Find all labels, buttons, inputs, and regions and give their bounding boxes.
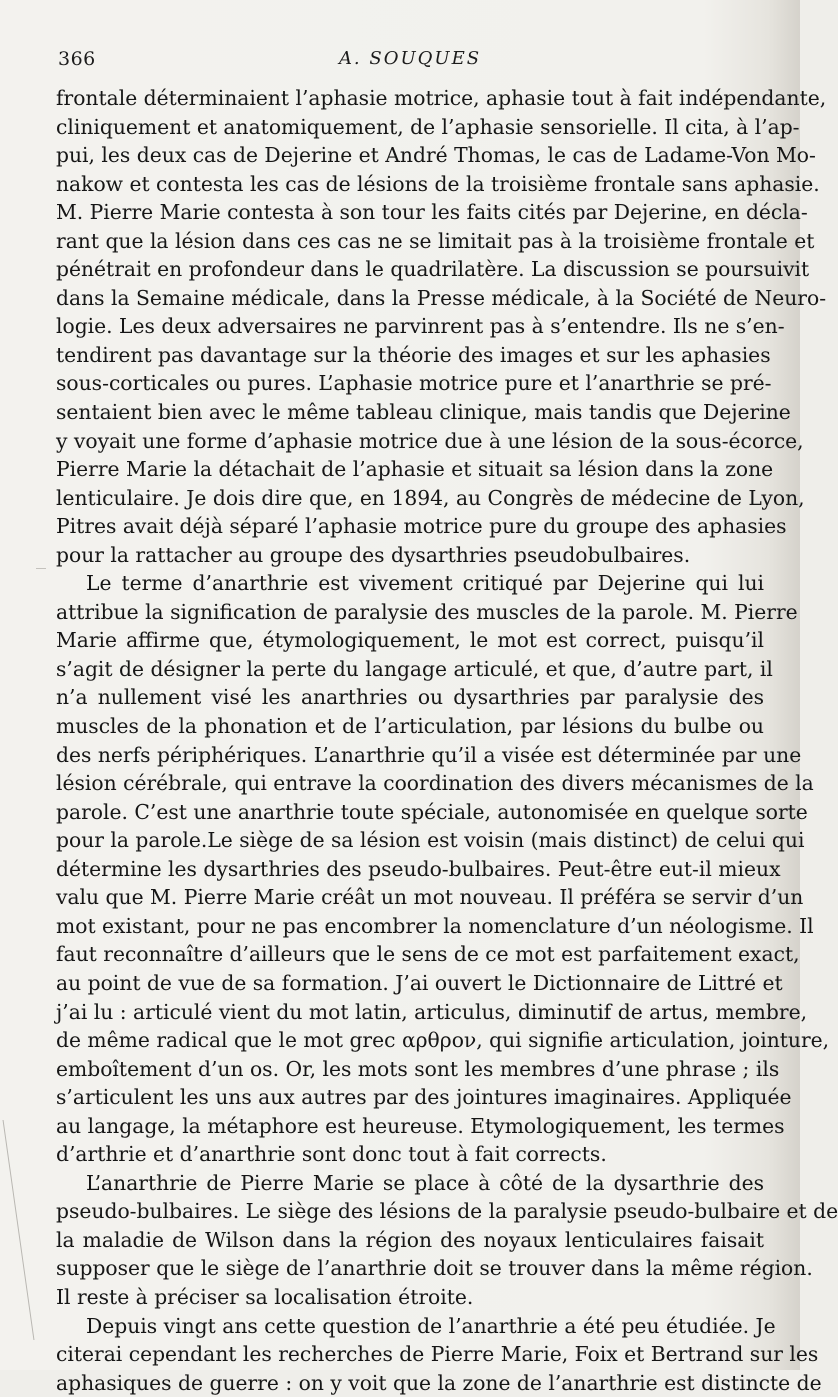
text-line: Le terme d’anarthrie est vivement critiqué par Dejerine qui lui	[86, 571, 764, 596]
page-number: 366	[58, 48, 96, 70]
text-line: Pitres avait déjà séparé l’aphasie motrice pure du groupe des aphasies	[56, 514, 787, 539]
text-line: lésion cérébrale, qui entrave la coordination des divers mécanismes de la	[56, 771, 814, 796]
page-header	[58, 44, 762, 74]
text-line: faut reconnaître d’ailleurs que le sens de ce mot est parfaitement exact,	[56, 942, 800, 967]
text-line: attribue la signification de paralysie des muscles de la parole. M. Pierre	[56, 599, 798, 624]
text-line: s’agit de désigner la perte du langage articulé, et que, d’autre part, il	[56, 656, 773, 681]
margin-pencil-mark	[3, 1120, 51, 1340]
text-line: muscles de la phonation et de l’articulation, par lésions du bulbe ou	[56, 714, 764, 739]
text-line: de même radical que le mot grec αρθρον, qui signifie articulation, jointure,	[56, 1028, 830, 1053]
text-line: pour la parole.Le siège de sa lésion est voisin (mais distinct) de celui qui	[56, 828, 805, 853]
text-line: Depuis vingt ans cette question de l’anarthrie a été peu étudiée. Je	[86, 1313, 776, 1338]
text-line: dans la Semaine médicale, dans la Presse médicale, à la Société de Neuro-	[56, 285, 827, 310]
text-line: la maladie de Wilson dans la région des noyaux lenticulaires faisait	[56, 1227, 764, 1252]
text-line: Il reste à préciser sa localisation étroite.	[56, 1284, 474, 1309]
running-head: A. SOUQUES	[338, 48, 482, 69]
text-line: y voyait une forme d’aphasie motrice due à une lésion de la sous-écorce,	[56, 428, 804, 453]
text-line: logie. Les deux adversaires ne parvinrent pas à s’entendre. Ils ne s’en-	[56, 314, 785, 339]
text-line: au langage, la métaphore est heureuse. Etymologiquement, les termes	[56, 1113, 785, 1138]
text-line: Pierre Marie la détachait de l’aphasie et situait sa lésion dans la zone	[56, 457, 774, 482]
text-line: pour la rattacher au groupe des dysarthries pseudobulbaires.	[56, 542, 691, 567]
text-line: M. Pierre Marie contesta à son tour les faits cités par Dejerine, en décla-	[56, 200, 808, 225]
text-line: aphasiques de guerre : on y voit que la zone de l’anarthrie est distincte de	[56, 1370, 822, 1395]
text-line: supposer que le siège de l’anarthrie doit se trouver dans la même région.	[56, 1256, 813, 1281]
text-line: sentaient bien avec le même tableau clinique, mais tandis que Dejerine	[56, 400, 791, 425]
text-line: s’articulent les uns aux autres par des jointures imaginaires. Appliquée	[56, 1085, 792, 1110]
text-line: citerai cependant les recherches de Pierre Marie, Foix et Bertrand sur les	[56, 1342, 819, 1367]
text-line: rant que la lésion dans ces cas ne se limitait pas à la troisième frontale et	[56, 228, 815, 253]
text-line: détermine les dysarthries des pseudo-bulbaires. Peut-être eut-il mieux	[56, 856, 781, 881]
text-line: L’anarthrie de Pierre Marie se place à côté de la dysarthrie des	[86, 1170, 764, 1195]
margin-dash-mark	[36, 560, 46, 569]
text-line: pseudo-bulbaires. Le siège des lésions de la paralysie pseudo-bulbaire et de	[56, 1199, 838, 1224]
text-line: tendirent pas davantage sur la théorie des images et sur les aphasies	[56, 342, 771, 367]
text-line: pénétrait en profondeur dans le quadrilatère. La discussion se poursuivit	[56, 257, 810, 282]
text-line: valu que M. Pierre Marie créât un mot nouveau. Il préféra se servir d’un	[56, 885, 804, 910]
text-line: au point de vue de sa formation. J’ai ouvert le Dictionnaire de Littré et	[56, 970, 783, 995]
text-line: parole. C’est une anarthrie toute spéciale, autonomisée en quelque sorte	[56, 799, 808, 824]
text-line: mot existant, pour ne pas encombrer la nomenclature d’un néologisme. Il	[56, 913, 814, 938]
text-line: nakow et contesta les cas de lésions de la troisième frontale sans aphasie.	[56, 171, 820, 196]
text-line: sous-corticales ou pures. L’aphasie motrice pure et l’anarthrie se pré-	[56, 371, 772, 396]
text-line: n’a nullement visé les anarthries ou dysarthries par paralysie des	[56, 685, 764, 710]
text-line: d’arthrie et d’anarthrie sont donc tout à fait corrects.	[56, 1142, 607, 1167]
body-text	[56, 84, 838, 1397]
text-line: emboîtement d’un os. Or, les mots sont les membres d’une phrase ; ils	[56, 1056, 780, 1081]
text-line: j’ai lu : articulé vient du mot latin, articulus, diminutif de artus, membre,	[56, 999, 808, 1024]
text-line: lenticulaire. Je dois dire que, en 1894, au Congrès de médecine de Lyon,	[56, 485, 805, 510]
text-line: des nerfs périphériques. L’anarthrie qu’il a visée est déterminée par une	[56, 742, 802, 767]
text-line: Marie affirme que, étymologiquement, le mot est correct, puisqu’il	[56, 628, 764, 653]
text-line: cliniquement et anatomiquement, de l’aphasie sensorielle. Il cita, à l’ap-	[56, 114, 800, 139]
text-line: frontale déterminaient l’aphasie motrice, aphasie tout à fait indépendante,	[56, 86, 827, 110]
text-line: pui, les deux cas de Dejerine et André Thomas, le cas de Ladame-Von Mo-	[56, 143, 816, 168]
